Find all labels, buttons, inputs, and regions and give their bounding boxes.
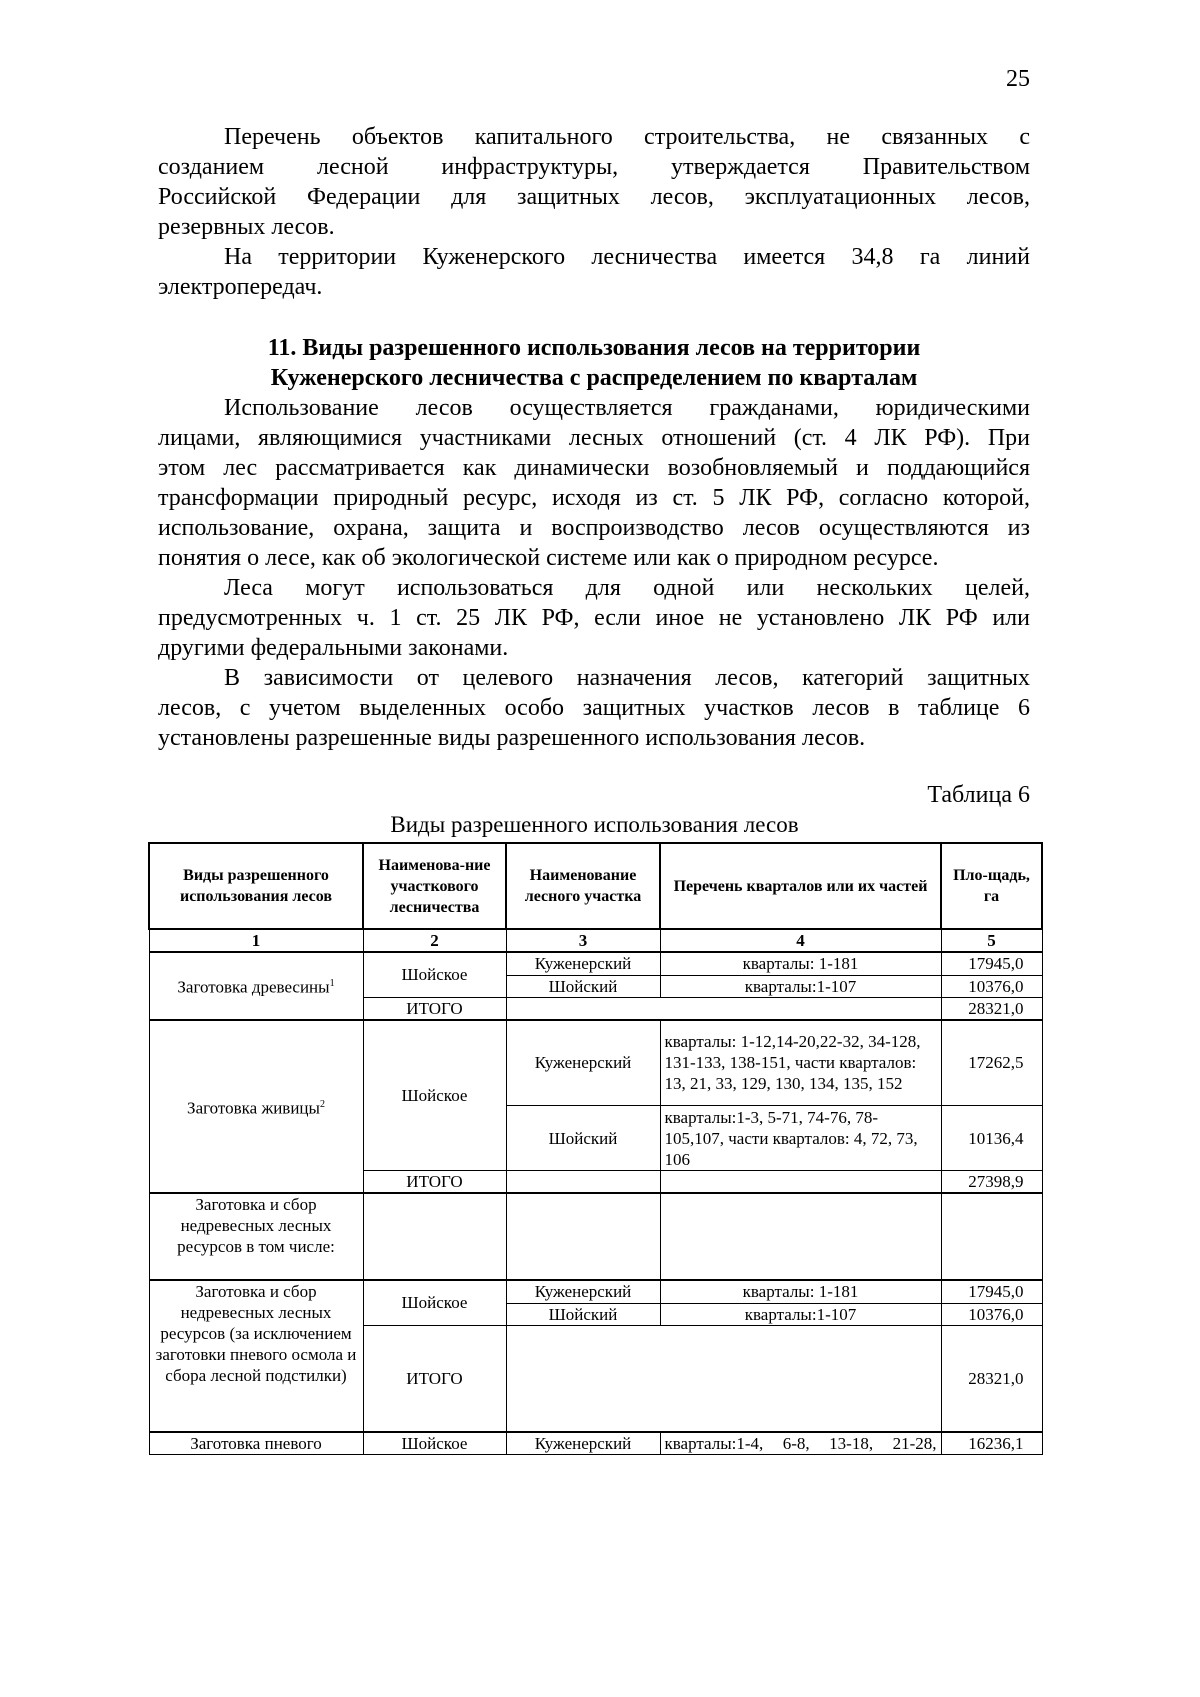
table-row <box>149 952 1042 975</box>
column-header: Виды разрешенного использования лесов <box>149 843 363 929</box>
text-line: использование, охрана, защита и воспроизводство лесов осуществляются из <box>158 515 1030 541</box>
section-heading <box>158 333 1030 393</box>
area-ha-cell: 17945,0 <box>941 1280 1042 1303</box>
forest-use-table <box>148 842 1043 1455</box>
use-type-cell: Заготовка древесины$^1$ <box>149 952 363 1020</box>
table-header-row <box>149 843 1042 929</box>
text-line: Перечень объектов капитального строительства, не связанных с <box>224 124 1030 150</box>
text-line: установлены разрешенные виды разрешенного использования лесов. <box>158 725 866 751</box>
page-number: 25 <box>1006 66 1030 92</box>
total-label: ИТОГО <box>363 1171 506 1194</box>
table-row <box>149 1020 1042 1106</box>
text-line: резервных лесов. <box>158 214 335 240</box>
use-type-cell: Заготовка и сбор недревесных лесных ресурсов (за исключением заготовки пневого осмола и сбора лесной подстилки) <box>149 1280 363 1432</box>
text-line: На территории Куженерского лесничества имеется 34,8 га линий <box>224 244 1030 270</box>
column-header: Наименова-ние участкового лесничества <box>363 843 506 929</box>
text-line: лицами, являющимися участниками лесных отношений (ст. 4 ЛК РФ). При <box>158 425 1030 451</box>
paragraph-5 <box>158 663 1030 753</box>
table-row <box>149 1193 1042 1280</box>
column-number: 4 <box>660 929 941 952</box>
total-label: ИТОГО <box>363 997 506 1020</box>
forestry-cell: Шойское <box>363 1020 506 1171</box>
forestry-cell: Шойское <box>363 1280 506 1325</box>
text-line: этом лес рассматривается как динамически возобновляемый и поддающийся <box>158 455 1030 481</box>
paragraph-4 <box>158 573 1030 663</box>
area-name-cell: Куженерский <box>506 1432 660 1455</box>
empty-cell <box>506 1193 660 1280</box>
column-number: 3 <box>506 929 660 952</box>
area-ha-cell: 16236,1 <box>941 1432 1042 1455</box>
text-line: другими федеральными законами. <box>158 635 509 661</box>
area-ha-cell: 10376,0 <box>941 975 1042 997</box>
total-area: 28321,0 <box>941 997 1042 1020</box>
quarters-cell: кварталы: 1-181 <box>660 1280 941 1303</box>
forestry-cell: Шойское <box>363 1432 506 1455</box>
total-area: 27398,9 <box>941 1171 1042 1194</box>
area-ha-cell: 10136,4 <box>941 1106 1042 1171</box>
text-line: Российской Федерации для защитных лесов, эксплуатационных лесов, <box>158 184 1030 210</box>
empty-cell <box>363 1193 506 1280</box>
column-header: Перечень кварталов или их частей <box>660 843 941 929</box>
table-row <box>149 1432 1042 1455</box>
column-header: Наименование лесного участка <box>506 843 660 929</box>
column-header: Пло-щадь, га <box>941 843 1042 929</box>
area-name-cell: Шойский <box>506 1303 660 1325</box>
heading-line: Куженерского лесничества с распределением по кварталам <box>270 365 918 391</box>
text-line: созданием лесной инфраструктуры, утверждается Правительством <box>158 154 1030 180</box>
total-area: 28321,0 <box>941 1325 1042 1432</box>
total-label: ИТОГО <box>363 1325 506 1432</box>
quarters-cell: кварталы: 1-181 <box>660 952 941 975</box>
paragraph-3 <box>158 393 1030 573</box>
area-ha-cell: 17945,0 <box>941 952 1042 975</box>
text-line: лесов, с учетом выделенных особо защитных участков лесов в таблице 6 <box>158 695 1030 721</box>
column-number: 2 <box>363 929 506 952</box>
text-line: понятия о лесе, как об экологической системе или как о природном ресурсе. <box>158 545 939 571</box>
area-name-cell: Куженерский <box>506 1280 660 1303</box>
area-name-cell: Куженерский <box>506 952 660 975</box>
quarters-cell: кварталы:1-3, 5-71, 74-76, 78-105,107, части кварталов: 4, 72, 73, 106 <box>660 1106 941 1171</box>
column-number: 1 <box>149 929 363 952</box>
empty-cell <box>506 997 941 1020</box>
text-line: Леса могут использоваться для одной или нескольких целей, <box>224 575 1030 601</box>
quarters-cell: кварталы:1-4, 6-8, 13-18, 21-28, <box>660 1432 941 1455</box>
empty-cell <box>941 1193 1042 1280</box>
area-ha-cell: 10376,0 <box>941 1303 1042 1325</box>
text-line: В зависимости от целевого назначения лесов, категорий защитных <box>224 665 1030 691</box>
area-name-cell: Шойский <box>506 1106 660 1171</box>
paragraph-1 <box>158 122 1030 242</box>
empty-cell <box>506 1325 941 1432</box>
heading-line: 11. Виды разрешенного использования лесов на территории <box>267 335 921 361</box>
use-type-cell: Заготовка живицы$^2$ <box>149 1020 363 1194</box>
table-title: Виды разрешенного использования лесов <box>390 812 799 837</box>
area-ha-cell: 17262,5 <box>941 1020 1042 1106</box>
empty-cell <box>506 1171 660 1194</box>
area-name-cell: Куженерский <box>506 1020 660 1106</box>
text-line: электропередач. <box>158 274 323 300</box>
empty-cell <box>660 1171 941 1194</box>
paragraph-2 <box>158 242 1030 302</box>
use-type-cell: Заготовка и сбор недревесных лесных ресурсов в том числе: <box>149 1193 363 1280</box>
text-line: предусмотренных ч. 1 ст. 25 ЛК РФ, если иное не установлено ЛК РФ или <box>158 605 1030 631</box>
table-caption: Таблица 6 <box>927 782 1030 808</box>
use-type-cell: Заготовка пневого <box>149 1432 363 1455</box>
quarters-cell: кварталы:1-107 <box>660 975 941 997</box>
quarters-cell: кварталы:1-107 <box>660 1303 941 1325</box>
column-number: 5 <box>941 929 1042 952</box>
text-line: трансформации природный ресурс, исходя из ст. 5 ЛК РФ, согласно которой, <box>158 485 1030 511</box>
area-name-cell: Шойский <box>506 975 660 997</box>
forestry-cell: Шойское <box>363 952 506 997</box>
text-line: Использование лесов осуществляется гражданами, юридическими <box>224 395 1030 421</box>
table-row <box>149 1280 1042 1303</box>
column-number-row <box>149 929 1042 952</box>
quarters-cell: кварталы: 1-12,14-20,22-32, 34-128, 131-133, 138-151, части кварталов: 13, 21, 33, 129, 130, 134, 135, 152 <box>660 1020 941 1106</box>
empty-cell <box>660 1193 941 1280</box>
